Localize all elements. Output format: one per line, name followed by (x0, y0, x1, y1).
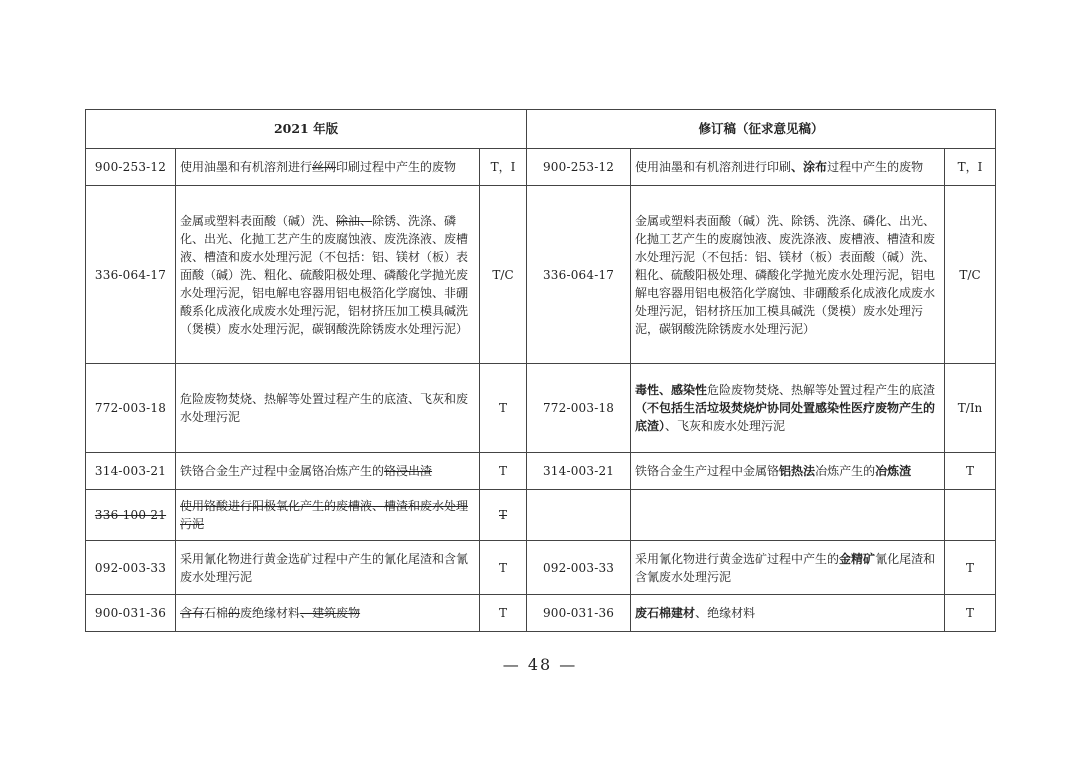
old-description (176, 364, 480, 453)
added-text: 金精矿 (839, 551, 876, 566)
deleted-text: 丝网 (312, 160, 337, 174)
added-text: （不包括生活垃圾焚烧炉协同处置感染性医疗废物产生的底渣） (635, 401, 936, 433)
old-class: T (480, 490, 527, 541)
added-text: 、涂布 (791, 160, 828, 174)
old-class: T/C (480, 186, 527, 364)
old-code: 314-003-21 (86, 453, 176, 490)
new-code: 900-253-12 (527, 149, 631, 186)
old-description (176, 453, 480, 490)
text-segment: 、绝缘材料 (695, 606, 756, 620)
new-code: 336-064-17 (527, 186, 631, 364)
old-description (176, 490, 480, 541)
old-class: T (480, 541, 527, 595)
deleted-text: 、建筑废物 (300, 606, 361, 620)
new-code: 092-003-33 (527, 541, 631, 595)
new-class: T/In (945, 364, 996, 453)
text-segment: 过程中产生的废物 (827, 160, 924, 174)
new-code: 314-003-21 (527, 453, 631, 490)
new-code: 900-031-36 (527, 595, 631, 632)
old-code: 900-031-36 (86, 595, 176, 632)
header-2021-version: 2021 年版 (86, 110, 527, 149)
text-segment: 危险废物焚烧、热解等处置过程产生的底渣 (707, 383, 936, 397)
table-row (86, 364, 996, 453)
text-segment: 废绝缘材料 (240, 606, 301, 620)
table-row (86, 595, 996, 632)
old-code: 092-003-33 (86, 541, 176, 595)
text-segment: 危险废物焚烧、热解等处置过程产生的底渣、飞灰和废水处理污泥 (180, 392, 469, 424)
old-code: 336-100-21 (86, 490, 176, 541)
old-class: T (480, 364, 527, 453)
added-text: 建材 (671, 606, 696, 620)
new-description (631, 364, 945, 453)
new-code: 772-003-18 (527, 364, 631, 453)
text-segment: 金属或塑料表面酸（碱）洗、 (180, 213, 337, 228)
old-description (176, 541, 480, 595)
old-code: 772-003-18 (86, 364, 176, 453)
new-class: T (945, 453, 996, 490)
text-segment: 除锈、洗涤、磷化、出光、化抛工艺产生的废腐蚀液、废洗涤液、废槽液、槽渣和废水处理污泥（不包括：铝、镁材（板）表面酸（碱）洗、粗化、硫酸阳极处理、磷酸化学抛光废水处理污泥，铝电解电容器用铝电极箔化学腐蚀、非硼酸系化成液化成废水处理污泥，铝材挤压加工模具碱洗（煲模）废水处理污泥，碳钢酸洗除锈废水处理污泥） (180, 213, 469, 336)
new-class: T (945, 541, 996, 595)
old-class: T (480, 453, 527, 490)
text-segment: 铁铬合金生产过程中金属铬 (635, 464, 780, 478)
new-class: T，I (945, 149, 996, 186)
table-row (86, 453, 996, 490)
deleted-text: 除油、 (336, 213, 373, 228)
new-description (631, 490, 945, 541)
added-text: 铝热法 (779, 464, 816, 478)
old-description (176, 149, 480, 186)
table-row (86, 490, 996, 541)
table-row (86, 149, 996, 186)
table-row (86, 186, 996, 364)
comparison-table (85, 109, 996, 632)
text-segment: 采用氰化物进行黄金选矿过程中产生的 (635, 551, 840, 566)
table-row (86, 541, 996, 595)
deleted-text: 含有 (180, 606, 205, 620)
new-code (527, 490, 631, 541)
text-segment: 、飞灰和废水处理污泥 (665, 419, 786, 433)
deleted-text: 使用铬酸进行阳极氧化产生的废槽液、槽渣和废水处理污泥 (180, 499, 469, 531)
old-class: T，I (480, 149, 527, 186)
old-code: 336-064-17 (86, 186, 176, 364)
added-text: 废石棉 (635, 606, 672, 620)
text-segment: 印刷过程中产生的废物 (336, 160, 457, 174)
added-text: 毒性、感染性 (635, 383, 708, 397)
new-class (945, 490, 996, 541)
new-description (631, 595, 945, 632)
new-description (631, 149, 945, 186)
old-description (176, 186, 480, 364)
deleted-text: 的 (228, 606, 241, 620)
added-text: 冶炼渣 (875, 464, 912, 478)
new-description (631, 186, 945, 364)
header-row (86, 110, 996, 149)
text-segment: 冶炼产生的 (815, 464, 876, 478)
new-description (631, 453, 945, 490)
old-code: 900-253-12 (86, 149, 176, 186)
text-segment: 金属或塑料表面酸（碱）洗、除锈、洗涤、磷化、出光、化抛工艺产生的废腐蚀液、废洗涤液、废槽液、槽渣和废水处理污泥（不包括：铝、镁材（板）表面酸（碱）洗、粗化、硫酸阳极处理、磷酸化学抛光废水处理污泥，铝电解电容器用铝电极箔化学腐蚀、非硼酸系化成液化成废水处理污泥，铝材挤压加工模具碱洗（煲模）废水处理污泥，碳钢酸洗除锈废水处理污泥） (635, 213, 936, 336)
new-class: T/C (945, 186, 996, 364)
new-class: T (945, 595, 996, 632)
text-segment: 氰化尾渣和含氰废水处理污泥 (635, 551, 936, 584)
old-class: T (480, 595, 527, 632)
old-description (176, 595, 480, 632)
deleted-text: 铬浸出渣 (384, 464, 433, 478)
text-segment: 铁铬合金生产过程中金属铬冶炼产生的 (180, 464, 385, 478)
page-number: — 48 — (502, 655, 578, 674)
text-segment: 使用油墨和有机溶剂进行印刷 (635, 160, 792, 174)
new-description (631, 541, 945, 595)
header-revised-draft: 修订稿（征求意见稿） (527, 110, 996, 149)
text-segment: 使用油墨和有机溶剂进行 (180, 160, 313, 174)
text-segment: 采用氰化物进行黄金选矿过程中产生的氰化尾渣和含氰废水处理污泥 (180, 551, 469, 584)
text-segment: 石棉 (204, 606, 229, 620)
